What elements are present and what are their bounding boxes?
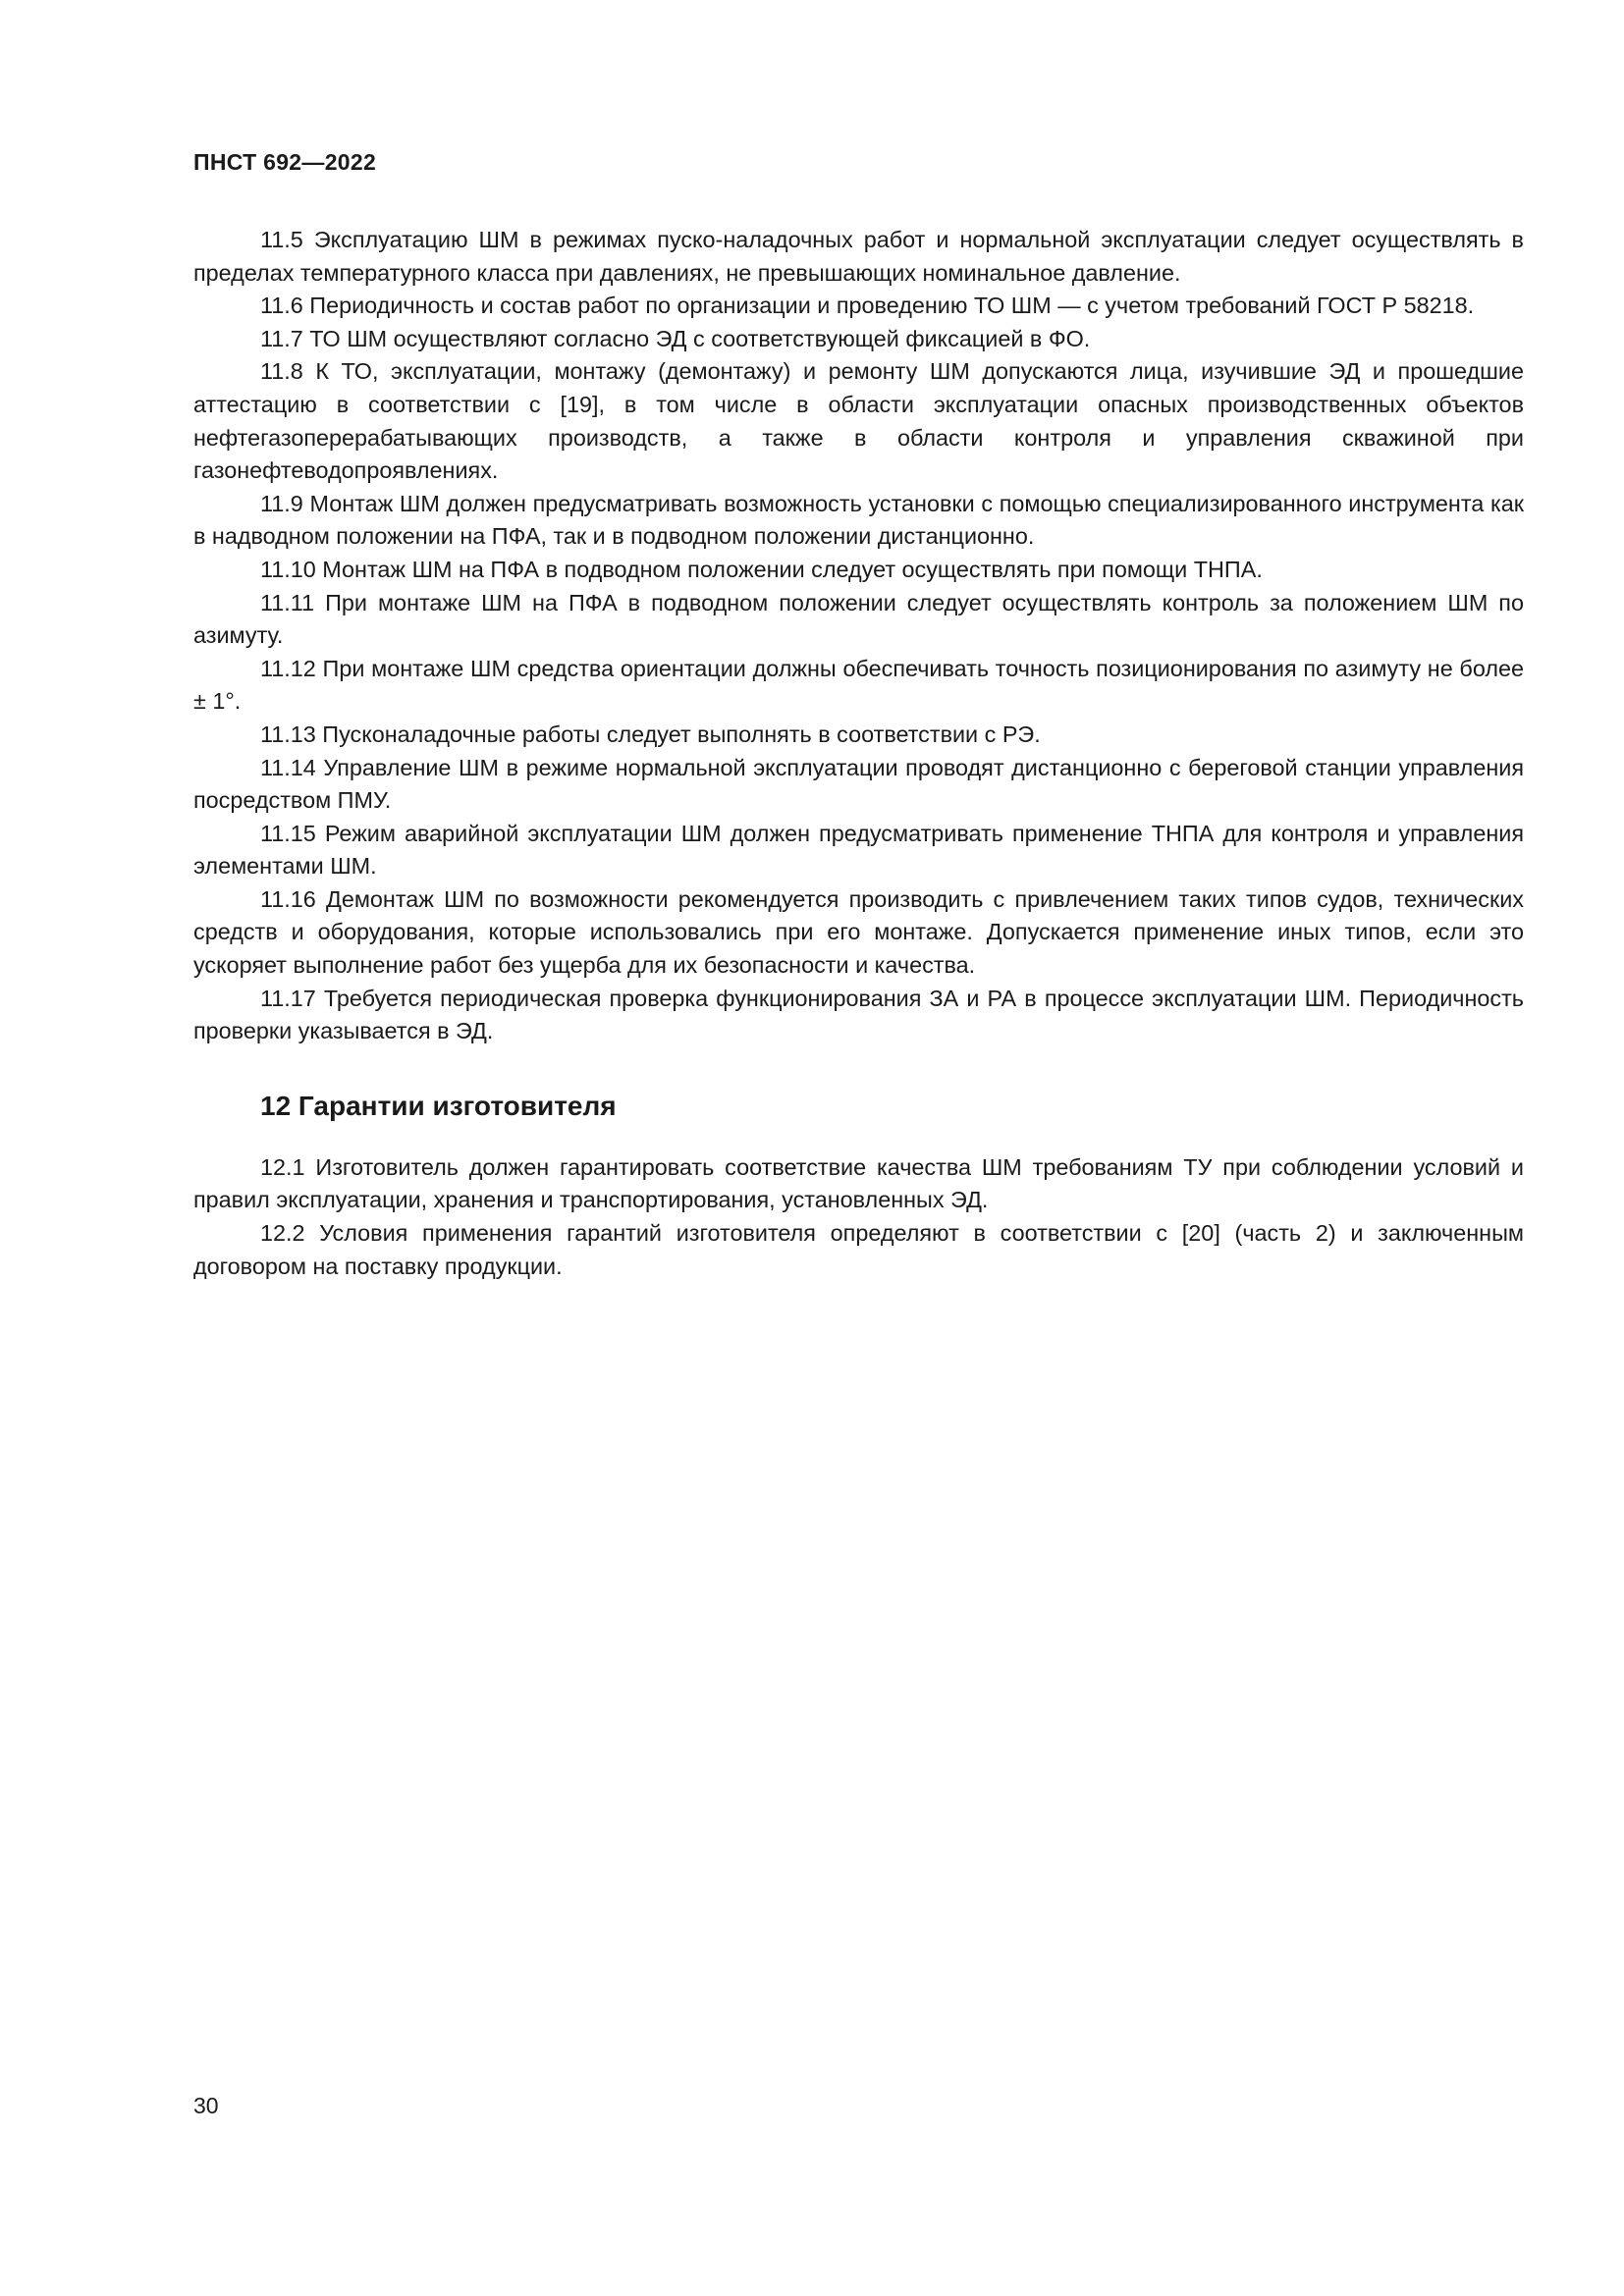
section-11-body bbox=[193, 224, 1524, 1048]
paragraph-11-15: 11.15 Режим аварийной эксплуатации ШМ должен предусматривать применение ТНПА для контроля и управления элементами ШМ. bbox=[193, 820, 1524, 880]
paragraph-11-5: 11.5 Эксплуатацию ШМ в режимах пуско-наладочных работ и нормальной эксплуатации следует осуществлять в пределах температурного класса при давлениях, не превышающих номинальное давление. bbox=[193, 227, 1524, 286]
paragraph-11-10: 11.10 Монтаж ШМ на ПФА в подводном положении следует осуществлять при помощи ТНПА. bbox=[260, 556, 1263, 582]
paragraph-12-2: 12.2 Условия применения гарантий изготовителя определяют в соответствии с [20] (часть 2) и заключенным договором на поставку продукции. bbox=[193, 1220, 1524, 1279]
paragraph-11-7: 11.7 ТО ШМ осуществляют согласно ЭД с соответствующей фиксацией в ФО. bbox=[260, 325, 1091, 351]
paragraph-12-1: 12.1 Изготовитель должен гарантировать соответствие качества ШМ требованиям ТУ при соблюдении условий и правил эксплуатации, хранения и транспортирования, установленных ЭД. bbox=[193, 1153, 1524, 1213]
paragraph-11-16: 11.16 Демонтаж ШМ по возможности рекомендуется производить с привлечением таких типов судов, технических средств и оборудования, которые использовались при его монтаже. Допускается применение иных типов, если это ускоряет выполнение работ без ущерба для их безопасности и качества. bbox=[193, 885, 1524, 979]
document-code: ПНСТ 692—2022 bbox=[193, 149, 377, 175]
document-body bbox=[193, 224, 1524, 1283]
paragraph-11-14: 11.14 Управление ШМ в режиме нормальной эксплуатации проводят дистанционно с береговой станции управления посредством ПМУ. bbox=[193, 754, 1524, 814]
section-12-body bbox=[193, 1151, 1524, 1283]
paragraph-11-17: 11.17 Требуется периодическая проверка функционирования ЗА и РА в процессе эксплуатации ШМ. Периодичность проверки указывается в ЭД. bbox=[193, 985, 1524, 1044]
paragraph-11-12: 11.12 При монтаже ШМ средства ориентации должны обеспечивать точность позиционирования по азимуту не более ± 1°. bbox=[193, 655, 1524, 715]
section-12-title: 12 Гарантии изготовителя bbox=[260, 1090, 617, 1121]
paragraph-11-11: 11.11 При монтаже ШМ на ПФА в подводном положении следует осуществлять контроль за положением ШМ по азимуту. bbox=[193, 589, 1524, 649]
paragraph-11-9: 11.9 Монтаж ШМ должен предусматривать возможность установки с помощью специализированного инструмента как в надводном положении на ПФА, так и в подводном положении дистанционно. bbox=[193, 490, 1524, 550]
paragraph-11-13: 11.13 Пусконаладочные работы следует выполнять в соответствии с РЭ. bbox=[260, 721, 1041, 747]
paragraph-11-6: 11.6 Периодичность и состав работ по организации и проведению ТО ШМ — с учетом требований ГОСТ Р 58218. bbox=[260, 293, 1475, 319]
page-number: 30 bbox=[193, 2093, 219, 2118]
paragraph-11-8: 11.8 К ТО, эксплуатации, монтажу (демонтажу) и ремонту ШМ допускаются лица, изучившие ЭД и прошедшие аттестацию в соответствии с [19], в том числе в области эксплуатации опасных производственных объектов нефтегазоперерабатывающих производств, а также в области контроля и управления скважиной при газонефтеводопроявлениях. bbox=[193, 358, 1524, 484]
